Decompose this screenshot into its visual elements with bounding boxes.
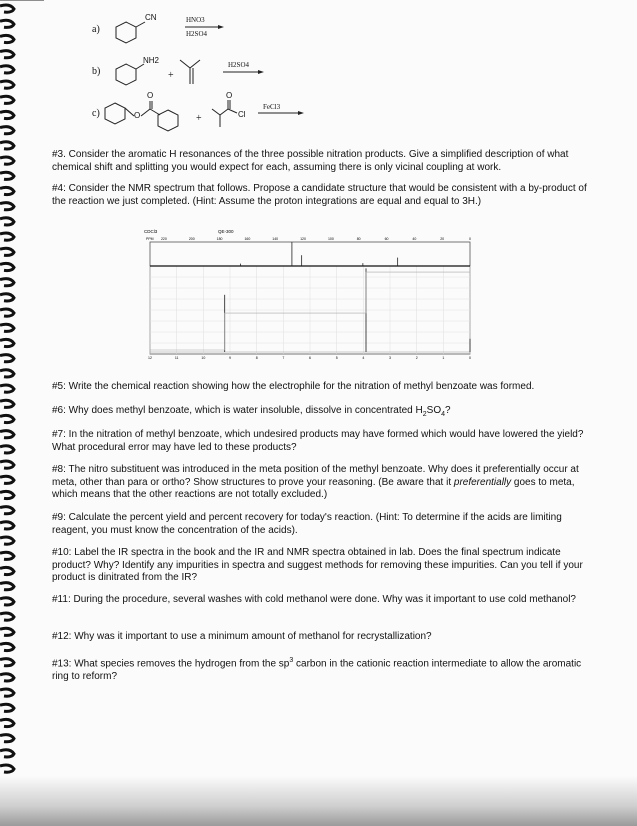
bottom-tick-label: 11: [174, 356, 179, 360]
question-3: #3. Consider the aromatic H resonances of the three possible nitration products. Give a simplified description of what chemical shift and splitting you would expect for each, assuming there is only vicinal coupling at work.: [52, 149, 569, 173]
top-tick-label: 160: [244, 237, 251, 241]
q6-sub1: 2: [422, 411, 427, 418]
bottom-tick-label: 0: [469, 356, 471, 360]
spiral-coil: [0, 279, 14, 286]
benzene-ring-a: [116, 22, 136, 43]
spiral-coil: [0, 613, 14, 620]
q13-post: carbon in the cationic reaction intermediate to allow the aromatic ring to reform?: [52, 658, 582, 682]
reaction-schemes: [0, 0, 637, 140]
spiral-coil: [0, 735, 14, 742]
bottom-tick-label: 7: [282, 356, 285, 360]
spiral-coil: [0, 507, 14, 514]
atom-o-carbonyl: O: [147, 91, 154, 100]
question-7: #7: In the nitration of methyl benzoate, which undesired products may have formed which would have lowered the yield? What procedural error may have led to these products?: [52, 429, 584, 453]
spiral-coil: [0, 750, 14, 757]
spiral-coil: [0, 339, 14, 346]
bottom-tick-label: 4: [362, 356, 365, 360]
spiral-coil: [0, 704, 14, 711]
reagent-h2so4-b: H2SO4: [228, 61, 250, 69]
solvent-label: CDCl3: [144, 229, 158, 234]
atom-o-ester: O: [134, 111, 141, 120]
q8-text: #8: The nitro substituent was introduced in the meta position of the methyl benzoate. Why does it preferentially occur at meta, other than para or ortho? Show structures to prove your reasoning. (Be aware that it: [52, 464, 579, 488]
q6-sub2: 4: [441, 411, 446, 418]
spiral-coil: [0, 324, 14, 331]
benzene-ring-b: [116, 64, 136, 85]
spiral-coil: [0, 431, 14, 438]
top-tick-label: 200: [188, 237, 195, 241]
spiral-coil: [0, 461, 14, 468]
spiral-coil: [0, 552, 14, 559]
q8-post: goes to meta, which means that the other reactions are not totally excluded.): [52, 476, 575, 500]
question-11: #11: During the procedure, several washes with cold methanol were done. Why was it important to use cold methanol?: [52, 594, 576, 605]
atom-cl: Cl: [238, 110, 246, 119]
spiral-coil: [0, 522, 14, 529]
question-9: #9: Calculate the percent yield and percent recovery for today's reaction. (Hint: To determine if the acids are limiting reagent, you must know the concentration of the acids).: [52, 512, 562, 536]
q6-mid: SO: [426, 405, 442, 416]
spiral-coil: [0, 719, 14, 726]
spiral-coil: [0, 628, 14, 635]
spiral-coil: [0, 263, 14, 270]
question-12: #12: Why was it important to use a minimum amount of methanol for recrystallization?: [52, 631, 432, 642]
top-tick-label: 140: [272, 237, 279, 241]
question-13: [52, 655, 592, 683]
atom-o-acyl: O: [226, 91, 233, 100]
spiral-coil: [0, 674, 14, 681]
page-bottom-shadow: [0, 776, 637, 826]
bottom-tick-label: 12: [148, 356, 152, 360]
bottom-tick-label: 3: [389, 356, 391, 360]
q13-text: #13: What species removes the hydrogen from the sp: [52, 658, 290, 670]
question-5: #5: Write the chemical reaction showing how the electrophile for the nitration of methyl benzoate was formed.: [52, 381, 535, 392]
reagent-fecl3: FeCl3: [263, 103, 281, 111]
spiral-coil: [0, 218, 14, 225]
q6-post: ?: [445, 405, 451, 416]
spiral-coil: [0, 415, 14, 422]
bottom-tick-label: 8: [255, 356, 258, 360]
spiral-coil: [0, 142, 14, 149]
spiral-coil: [0, 765, 14, 772]
spiral-coil: [0, 233, 14, 240]
bottom-tick-label: 2: [415, 356, 418, 360]
spiral-coil: [0, 400, 14, 407]
reaction-a-label: a): [92, 24, 100, 35]
top-axis-unit: PPM: [146, 237, 154, 241]
q6-text: #6: Why does methyl benzoate, which is water insoluble, dissolve in concentrated H: [52, 405, 423, 416]
spiral-coil: [0, 446, 14, 453]
top-tick-label: 40: [412, 237, 417, 241]
top-tick-label: 60: [384, 237, 389, 241]
bottom-tick-label: 5: [335, 356, 338, 360]
spiral-coil: [0, 187, 14, 194]
spiral-coil: [0, 203, 14, 210]
q13-sup: 3: [289, 657, 294, 664]
spiral-coil: [0, 370, 14, 377]
reaction-b-label: b): [92, 66, 101, 77]
spiral-coil: [0, 659, 14, 666]
nmr-spectrum: [140, 228, 485, 360]
instrument-label: QE-300: [218, 229, 234, 234]
top-tick-label: 20: [440, 237, 445, 241]
reaction-c-label: c): [92, 108, 100, 119]
spiral-coil: [0, 385, 14, 392]
spiral-coil: [0, 643, 14, 650]
spiral-coil: [0, 172, 14, 179]
bottom-tick-label: 9: [229, 356, 231, 360]
plus-b: +: [168, 70, 174, 81]
spiral-coil: [0, 567, 14, 574]
reagent-h2so4-a: H2SO4: [186, 30, 208, 38]
question-6: [52, 405, 592, 422]
top-tick-label: 120: [300, 237, 306, 241]
spiral-coil: [0, 476, 14, 483]
question-8: [52, 464, 592, 502]
reagent-hno3: HNO3: [186, 16, 205, 24]
spiral-coil: [0, 309, 14, 316]
top-tick-label: 100: [327, 237, 334, 241]
spiral-coil: [0, 294, 14, 301]
bottom-tick-label: 6: [309, 356, 311, 360]
spiral-coil: [0, 537, 14, 544]
top-tick-label: 80: [356, 237, 361, 241]
substituent-cn: CN: [145, 13, 157, 22]
spiral-coil: [0, 248, 14, 255]
bottom-tick-label: 1: [442, 356, 445, 360]
top-tick-label: 180: [216, 237, 223, 241]
plus-c: +: [196, 113, 202, 124]
spiral-coil: [0, 583, 14, 590]
top-tick-label: 0: [469, 237, 471, 241]
spiral-coil: [0, 598, 14, 605]
question-10: #10: Label the IR spectra in the book and the IR and NMR spectra obtained in lab. Does the final spectrum indicate product? Why? Identify any impurities in spectra and suggest methods for removing these impurities. Can you tell if your product is dinitrated from the IR?: [52, 547, 583, 583]
substituent-nh2: NH2: [143, 56, 160, 65]
bottom-tick-label: 10: [201, 356, 206, 360]
spiral-coil: [0, 491, 14, 498]
top-tick-label: 220: [160, 237, 167, 241]
q8-emphasis: preferentially: [453, 476, 512, 488]
spiral-coil: [0, 355, 14, 362]
spiral-coil: [0, 157, 14, 164]
question-4: #4: Consider the NMR spectrum that follows. Propose a candidate structure that would be consistent with a by-product of the reaction we just completed. (Hint: Assume the proton integrations are equal and equal to 3H.): [52, 183, 587, 207]
spiral-coil: [0, 689, 14, 696]
